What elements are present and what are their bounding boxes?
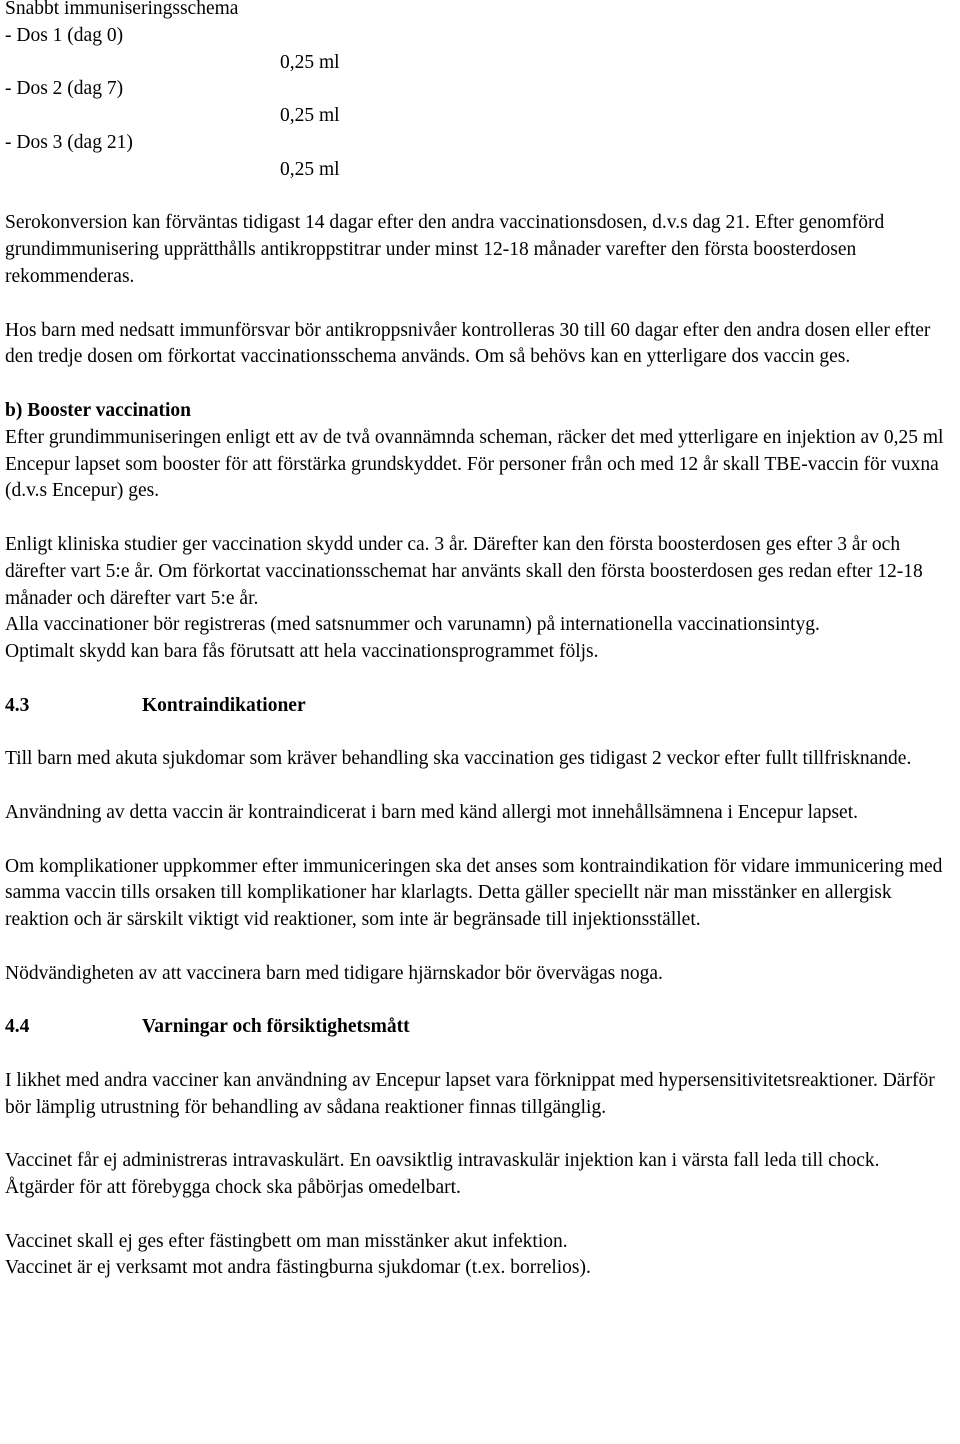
- section-number: 4.4: [5, 1016, 30, 1038]
- section-title: Varningar och försiktighetsmått: [142, 1016, 410, 1038]
- section-heading-4-3: [5, 693, 953, 720]
- warning-paragraph: Vaccinet är ej verksamt mot andra fästingburna sjukdomar (t.ex. borrelios).: [5, 1257, 591, 1279]
- warning-paragraph: I likhet med andra vacciner kan användning av Encepur lapset vara förknippat med hypersensitivitetsreaktioner. Därför bör lämplig utrustning för behandling av sådana reaktioner finnas tillgänglig.: [5, 1069, 935, 1118]
- section-number: 4.3: [5, 694, 30, 716]
- booster-paragraph: Enligt kliniska studier ger vaccination skydd under ca. 3 år. Därefter kan den första boosterdosen ges efter 3 år och därefter vart 5:e år. Om förkortat vaccinationsschemat har använts skall den första boosterdosen ges redan efter 12-18 månader och därefter vart 5:e år.: [5, 533, 923, 609]
- dose-label: - Dos 2 (dag 7): [5, 78, 124, 100]
- booster-paragraph: Efter grundimmuniseringen enligt ett av de två ovannämnda scheman, räcker det med ytterligare en injektion av 0,25 ml Encepur lapset som booster för att förstärka grundskyddet. För personer från och med 12 år skall TBE-vaccin för vuxna (d.v.s Encepur) ges.: [5, 426, 944, 502]
- dose-label: - Dos 3 (dag 21): [5, 131, 133, 153]
- booster-heading: b) Booster vaccination: [5, 399, 191, 421]
- warning-paragraph: Vaccinet får ej administreras intravaskulärt. En oavsiktlig intravaskulär injektion kan i värsta fall leda till chock. Åtgärder för att förebygga chock ska påbörjas omedelbart.: [5, 1150, 880, 1199]
- seroconversion-paragraph: Serokonversion kan förväntas tidigast 14 dagar efter den andra vaccinationsdosen, d.v.s dag 21. Efter genomförd grundimmunisering upprätthålls antikroppstitrar under minst 12-18 månader varefter den första boosterdosen rekommenderas.: [5, 212, 885, 287]
- immunocompromised-paragraph: Hos barn med nedsatt immunförsvar bör antikroppsnivåer kontrolleras 30 till 60 dagar efter den andra dosen eller efter den tredje dosen om förkortat vaccinationsschema används. Om så behövs kan en ytterligare dos vaccin ges.: [5, 319, 931, 368]
- contraindication-paragraph: Användning av detta vaccin är kontraindicerat i barn med känd allergi mot innehållsämnena i Encepur lapset.: [5, 801, 859, 823]
- contraindication-paragraph: Nödvändigheten av att vaccinera barn med tidigare hjärnskador bör övervägas noga.: [5, 962, 663, 984]
- contraindication-paragraph: Om komplikationer uppkommer efter immuniceringen ska det anses som kontraindikation för vidare immunicering med samma vaccin tills orsaken till komplikationer har klarlagts. Detta gäller speciellt när man misstänker en allergisk reaktion och är särskilt viktigt vid reaktioner, som inte är begränsade till injektionsstället.: [5, 855, 943, 931]
- dose-amount: 0,25 ml: [280, 158, 340, 180]
- dose-list: [5, 23, 953, 184]
- warning-paragraph: Vaccinet skall ej ges efter fästingbett om man misstänker akut infektion.: [5, 1230, 568, 1252]
- dose-amount: 0,25 ml: [280, 105, 340, 127]
- dose-amount: 0,25 ml: [280, 51, 340, 73]
- section-title: Kontraindikationer: [142, 694, 306, 716]
- document-page: [5, 0, 953, 1282]
- schedule-title: Snabbt immuniseringsschema: [5, 0, 239, 19]
- contraindication-paragraph: Till barn med akuta sjukdomar som kräver behandling ska vaccination ges tidigast 2 veckor efter fullt tillfrisknande.: [5, 748, 912, 770]
- booster-paragraph: Alla vaccinationer bör registreras (med satsnummer och varunamn) på internationella vaccinationsintyg.: [5, 614, 820, 636]
- dose-label: - Dos 1 (dag 0): [5, 24, 124, 46]
- booster-paragraph: Optimalt skydd kan bara fås förutsatt att hela vaccinationsprogrammet följs.: [5, 641, 599, 663]
- section-heading-4-4: [5, 1014, 953, 1041]
